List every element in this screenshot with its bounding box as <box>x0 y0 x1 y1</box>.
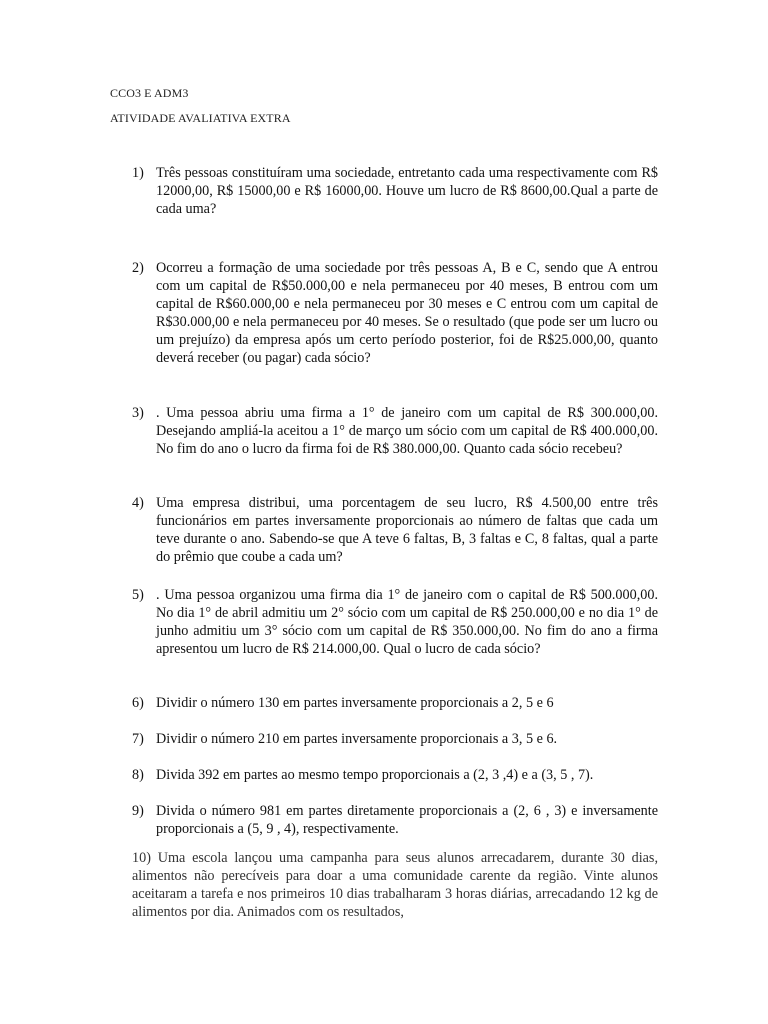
question-text: . Uma pessoa organizou uma firma dia 1° de janeiro com o capital de R$ 500.000,00. No dia 1° de abril admitiu um 2° sócio com um capital de R$ 250.000,00 e no dia 1° de junho admitiu um 3° sócio com um capital de R$ 350.000,00. No fim do ano a firma apresentou um lucro de R$ 214.000,00. Qual o lucro de cada sócio? <box>156 587 658 657</box>
question-1 <box>132 164 658 218</box>
question-9 <box>132 802 658 838</box>
question-3 <box>132 404 658 458</box>
question-text: Ocorreu a formação de uma sociedade por três pessoas A, B e C, sendo que A entrou com um capital de R$50.000,00 e nela permaneceu por 40 meses, B entrou com um capital de R$60.000,00 e nela permaneceu por 30 meses e C entrou com um capital de R$30.000,00 e nela permaneceu por 40 meses. Se o resultado (que pode ser um lucro ou um prejuízo) da empresa após um certo período posterior, foi de R$25.000,00, quanto deverá receber (ou pagar) cada sócio? <box>156 260 658 366</box>
question-number: 5) <box>132 587 144 603</box>
question-number: 10) <box>132 850 151 866</box>
question-text: Dividir o número 210 em partes inversamente proporcionais a 3, 5 e 6. <box>156 731 558 747</box>
question-text: Três pessoas constituíram uma sociedade, entretanto cada uma respectivamente com R$ 12000,00, R$ 15000,00 e R$ 16000,00. Houve um lucro de R$ 8600,00.Qual a parte de cada uma? <box>156 165 658 217</box>
question-text-block <box>132 849 658 921</box>
question-text: Uma empresa distribui, uma porcentagem de seu lucro, R$ 4.500,00 entre três funcionários em partes inversamente proporcionais ao número de faltas que cada um teve durante o ano. Sabendo-se que A teve 6 faltas, B, 3 faltas e C, 8 faltas, qual a parte do prêmio que coube a cada um? <box>156 495 658 565</box>
question-7 <box>132 730 658 748</box>
question-text: Uma escola lançou uma campanha para seus alunos arrecadarem, durante 30 dias, alimentos não perecíveis para doar a uma comunidade carente da região. Vinte alunos aceitaram a tarefa e nos primeiros 10 dias trabalharam 3 horas diárias, arrecadando 12 kg de alimentos por dia. Animados com os resultados, <box>132 850 658 920</box>
question-10 <box>132 849 658 921</box>
question-2 <box>132 259 658 367</box>
course-codes: CCO3 E ADM3 <box>110 86 189 100</box>
question-5 <box>132 586 658 658</box>
question-text: Divida o número 981 em partes diretamente proporcionais a (2, 6 , 3) e inversamente proporcionais a (5, 9 , 4), respectivamente. <box>156 803 658 837</box>
question-8 <box>132 766 658 784</box>
activity-title: ATIVIDADE AVALIATIVA EXTRA <box>110 111 291 125</box>
question-number: 4) <box>132 495 144 511</box>
question-number: 9) <box>132 803 144 819</box>
question-6 <box>132 694 658 712</box>
question-number: 6) <box>132 695 144 711</box>
question-number: 8) <box>132 767 144 783</box>
question-number: 7) <box>132 731 144 747</box>
question-4 <box>132 494 658 566</box>
question-text: Dividir o número 130 em partes inversamente proporcionais a 2, 5 e 6 <box>156 695 554 711</box>
question-number: 2) <box>132 260 144 276</box>
question-text: . Uma pessoa abriu uma firma a 1° de janeiro com um capital de R$ 300.000,00. Desejando ampliá-la aceitou a 1° de março um sócio com um capital de R$ 400.000,00. No fim do ano o lucro da firma foi de R$ 380.000,00. Quanto cada sócio recebeu? <box>156 405 658 457</box>
question-number: 1) <box>132 165 144 181</box>
question-text: Divida 392 em partes ao mesmo tempo proporcionais a (2, 3 ,4) e a (3, 5 , 7). <box>156 767 594 783</box>
question-number: 3) <box>132 405 144 421</box>
